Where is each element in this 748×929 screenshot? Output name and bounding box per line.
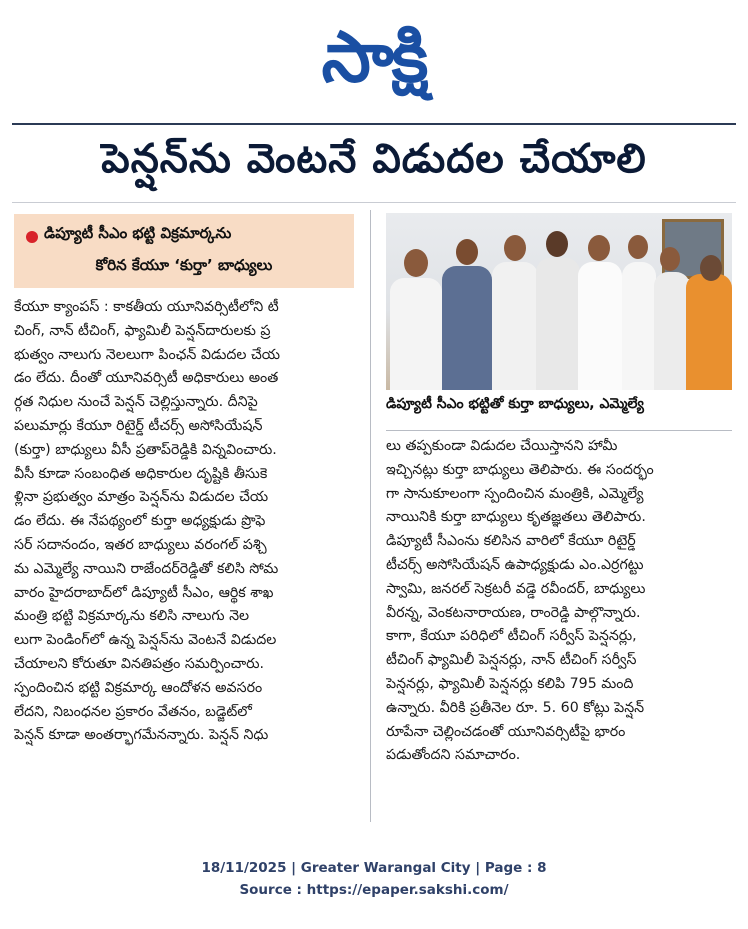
masthead	[0, 14, 748, 100]
person-figure	[536, 258, 580, 390]
person-head	[546, 231, 568, 257]
article-headline: పెన్షన్‌ను వెంటనే విడుదల చేయాలి	[101, 136, 647, 182]
text-line: డం లేదు. దీంతో యూనివర్సిటీ అధికారులు అంత	[14, 370, 279, 387]
text-line: లుగా పెండింగ్‌లో ఉన్న పెన్షన్‌ను వెంటనే విడుదల	[14, 632, 277, 649]
text-line: చింగ్, నాన్ టీచింగ్, ఫ్యామిలీ పెన్షన్‌దారులకు ప్ర	[14, 322, 271, 339]
text-line: వీసీ కూడా సంబంధిత అధికారుల దృష్టికి తీసుకె	[14, 465, 268, 482]
kicker-box	[14, 214, 354, 288]
text-line: పెన్షన్ కూడా అంతర్భాగమేనన్నారు. పెన్షన్ నిధు	[14, 727, 269, 744]
text-line: టీచింగ్ ఫ్యామిలీ పెన్షనర్లు, నాన్ టీచింగ్ సర్వీస్	[386, 652, 637, 669]
person-head	[700, 255, 722, 281]
text-line: భుత్వం నాలుగు నెలలుగా పింఛన్ విడుదల చేయ	[14, 346, 281, 363]
text-line: టీచర్స్ అసోసియేషన్ ఉపాధ్యక్షుడు ఎం.ఎర్రగట్టు	[386, 556, 644, 573]
person-figure	[390, 278, 442, 390]
person-head	[404, 249, 428, 277]
top-rule	[12, 123, 736, 125]
person-figure	[686, 274, 732, 390]
text-line: పడుతోందని సమాచారం.	[386, 747, 521, 764]
text-line: లు తప్పకుండా విడుదల చేయిస్తానని హామీ	[386, 438, 618, 454]
person-head	[504, 235, 526, 261]
kicker-line-2: కోరిన కేయూ ‘కుర్తా’ బాధ్యులు	[95, 256, 273, 274]
text-line: కాగా, కేయూ పరిధిలో టీచింగ్ సర్వీస్ పెన్షనర్లు,	[386, 628, 637, 645]
person-figure	[492, 262, 538, 390]
person-head	[588, 235, 610, 261]
text-line: డం లేదు. ఈ నేపథ్యంలో కుర్తా అధ్యక్షుడు ప్రొఫె	[14, 513, 266, 530]
sakshi-logo: సాక్షి	[321, 16, 427, 98]
caption-rule	[386, 430, 732, 431]
person-head	[456, 239, 478, 265]
person-figure	[622, 262, 656, 390]
group-photo	[386, 213, 732, 390]
person-figure	[654, 272, 690, 390]
photo-caption: డిప్యూటీ సీఎం భట్టితో కుర్తా బాధ్యులు, ఎమ్మెల్యే	[386, 396, 644, 412]
text-line: స్పందించిన భట్టి విక్రమార్క ఆందోళన అవసరం	[14, 679, 263, 696]
left-column-text	[14, 296, 364, 748]
text-line: ళ్లినా ప్రభుత్వం మాత్రం పెన్షన్‌ను విడుదల చేయ	[14, 489, 269, 506]
text-line: పలుమార్లు కేయూ రిటైర్డ్ టీచర్స్ అసోసియేషన్	[14, 417, 263, 434]
text-line: స్వామి, జనరల్ సెక్రటరీ వడ్డె రవీందర్, బాధ్యులు	[386, 580, 646, 597]
text-line: పెన్షనర్లు, ఫ్యామిలీ పెన్షనర్లు కలిపి 795 మంది	[386, 675, 634, 692]
page-footer	[0, 857, 748, 901]
text-line: వీరన్న, వెంకటనారాయణ, రాంరెడ్డి పాల్గొన్నారు.	[386, 604, 641, 621]
text-line: రూపేనా చెల్లించడంతో యూనివర్సిటీపై భారం	[386, 723, 626, 740]
text-line: చేయాలని కోరుతూ వినతిపత్రం సమర్పించారు.	[14, 655, 265, 672]
text-line: మ ఎమ్మెల్యే నాయిని రాజేందర్‌రెడ్డితో కలిసి సోమ	[14, 560, 279, 577]
text-line: (కుర్తా) బాధ్యులు వీసీ ప్రతాప్‌రెడ్డికి విన్నవించారు.	[14, 441, 277, 458]
person-figure	[578, 262, 622, 390]
text-line: వారం హైదరాబాద్‌లో డిప్యూటీ సీఎం, ఆర్థిక శాఖ	[14, 584, 274, 601]
red-bullet-icon	[26, 231, 38, 243]
text-line: నాయినికి కుర్తా బాధ్యులు కృతజ్ఞతలు తెలిపారు.	[386, 509, 646, 526]
footer-source-line: Source : https://epaper.sakshi.com/	[239, 882, 509, 898]
text-line: కేయూ క్యాంపస్ : కాకతీయ యూనివర్సిటీలోని టీ	[14, 299, 279, 315]
headline-rule	[12, 202, 736, 203]
text-line: డిప్యూటీ సీఎంను కలిసిన వారిలో కేయూ రిటైర్డ్	[386, 533, 636, 550]
text-line: ఉన్నారు. వీరికి ప్రతీనెల రూ. 5. 60 కోట్లు పెన్షన్	[386, 699, 645, 716]
column-divider	[370, 210, 371, 822]
right-column-text	[386, 435, 736, 768]
person-head	[628, 235, 648, 259]
text-line: ఇచ్చినట్లు కుర్తా బాధ్యులు తెలిపారు. ఈ సందర్భం	[386, 461, 654, 478]
text-line: లేదని, నిబంధనల ప్రకారం వేతనం, బడ్జెట్‌లో	[14, 703, 252, 720]
kicker-line-1: డిప్యూటీ సీఎం భట్టి విక్రమార్కను	[44, 224, 232, 242]
text-line: సర్ సదానందం, ఇతర బాధ్యులు వరంగల్ పశ్చి	[14, 536, 267, 553]
footer-date-line: 18/11/2025 | Greater Warangal City | Page : 8	[201, 860, 547, 876]
text-line: గా సానుకూలంగా స్పందించిన మంత్రికి, ఎమ్మెల్యే	[386, 485, 644, 502]
person-figure	[442, 266, 492, 390]
text-line: మంత్రి భట్టి విక్రమార్కను కలిసి నాలుగు నెల	[14, 608, 250, 625]
text-line: ర్గత నిధుల నుంచే పెన్షన్ చెల్లిస్తున్నారు. దీనిపై	[14, 394, 258, 411]
person-head	[660, 247, 680, 271]
